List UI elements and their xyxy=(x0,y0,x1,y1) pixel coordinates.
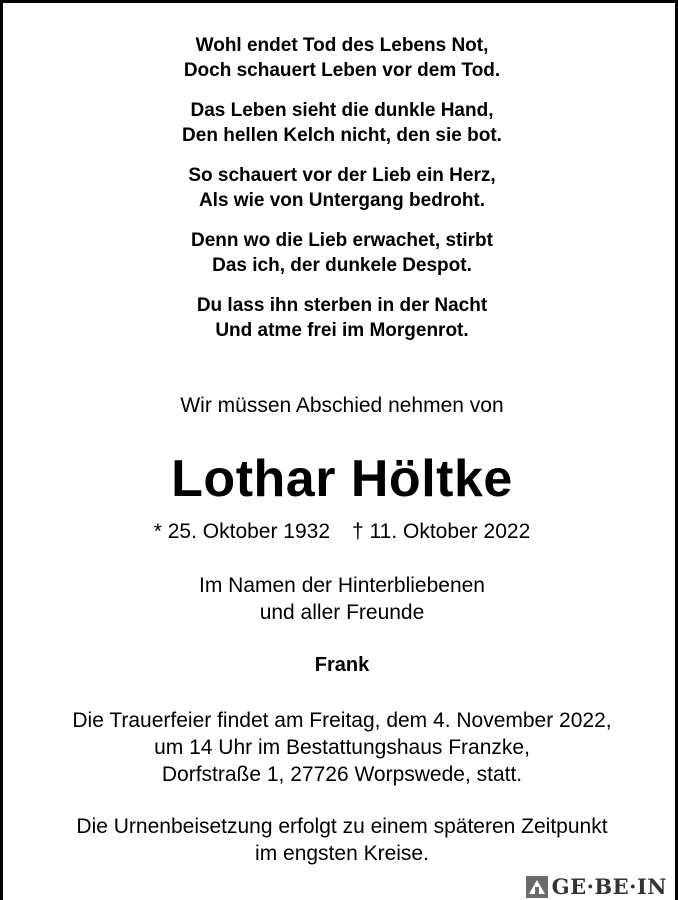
poem-stanza xyxy=(3,163,678,213)
poem-line: So schauert vor der Lieb ein Herz, xyxy=(188,165,496,186)
poem-line: Doch schauert Leben vor dem Tod. xyxy=(183,60,501,81)
poem-line: Als wie von Untergang bedroht. xyxy=(198,190,486,211)
on-behalf-line: und aller Freunde xyxy=(259,601,425,624)
gebein-logo xyxy=(526,874,667,900)
birth-date: * 25. Oktober 1932 xyxy=(153,520,331,543)
funeral-line: Dorfstraße 1, 27726 Worpswede, statt. xyxy=(161,763,523,786)
urn-line: im engsten Kreise. xyxy=(255,842,429,865)
farewell-intro: Wir müssen Abschied nehmen von xyxy=(180,394,504,417)
urn-line: Die Urnenbeisetzung erfolgt zu einem späteren Zeitpunkt xyxy=(76,815,608,838)
funeral-line: um 14 Uhr im Bestattungshaus Franzke, xyxy=(154,736,530,759)
poem-line: Und atme frei im Morgenrot. xyxy=(215,320,469,341)
poem-stanza xyxy=(3,33,678,83)
on-behalf-line: Im Namen der Hinterbliebenen xyxy=(199,574,485,597)
funeral-line: Die Trauerfeier findet am Freitag, dem 4. November 2022, xyxy=(72,709,612,732)
on-behalf-of xyxy=(3,572,678,626)
poem-stanza xyxy=(3,228,678,278)
urn-burial-info xyxy=(3,813,678,867)
poem-line: Den hellen Kelch nicht, den sie bot. xyxy=(182,125,502,146)
gebein-logo-icon xyxy=(526,876,548,898)
gebein-logo-text: GE·BE·IN xyxy=(551,874,667,899)
funeral-info xyxy=(3,707,678,788)
death-date: † 11. Oktober 2022 xyxy=(352,520,531,543)
poem-stanza xyxy=(3,98,678,148)
poem-line: Du lass ihn sterben in der Nacht xyxy=(196,295,488,316)
signer-name: Frank xyxy=(314,654,370,676)
poem-line: Das Leben sieht die dunkle Hand, xyxy=(190,100,494,121)
deceased-name: Lothar Höltke xyxy=(171,450,513,508)
poem-line: Denn wo die Lieb erwachet, stirbt xyxy=(191,230,493,251)
poem-line: Das ich, der dunkele Despot. xyxy=(212,255,472,276)
poem-line: Wohl endet Tod des Lebens Not, xyxy=(195,35,489,56)
poem xyxy=(3,33,678,358)
poem-stanza xyxy=(3,293,678,343)
life-dates xyxy=(3,519,678,545)
